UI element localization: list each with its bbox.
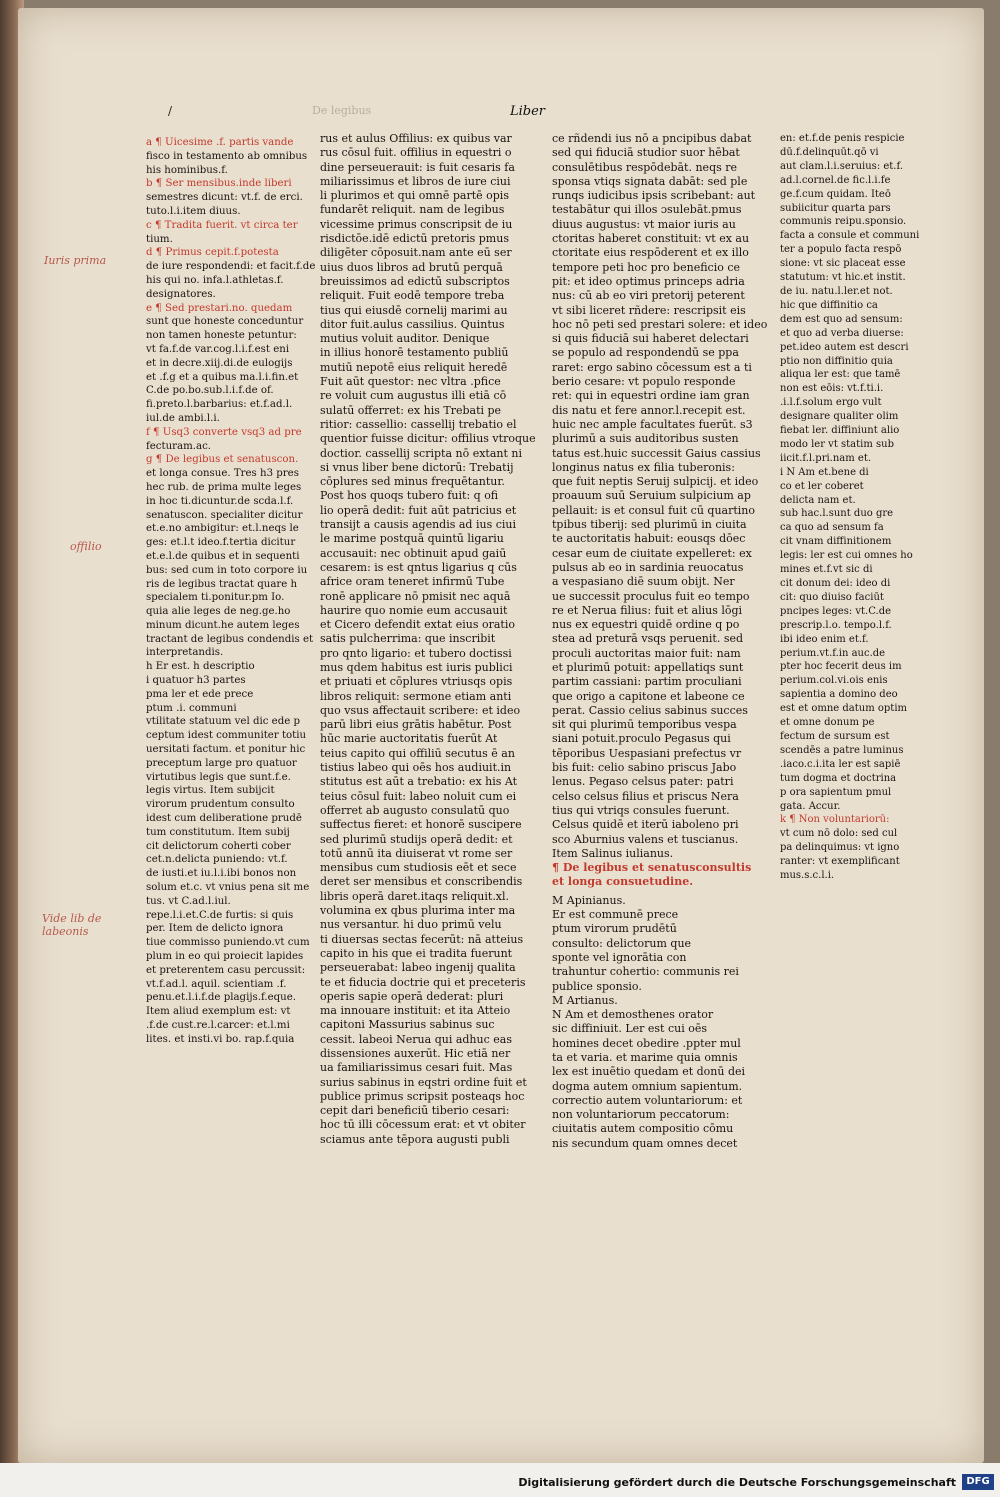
- folio-mark: /: [168, 104, 173, 118]
- text-line: nis secundum quam omnes decet: [552, 1136, 738, 1150]
- text-line: aut clam.l.i.seruius: et.f.: [780, 160, 904, 172]
- text-line: specialem ti.ponitur.pm Io.: [146, 592, 285, 604]
- text-line: designatores.: [146, 288, 216, 300]
- text-line: dine perseuerauit: is fuit cesaris fa: [320, 160, 515, 174]
- text-line: ti diuersas sectas fecerūt: nā atteius: [320, 932, 524, 946]
- text-line: designare qualiter olim: [780, 411, 899, 423]
- text-line: vt cum nō dolo: sed cul: [780, 828, 898, 840]
- text-line: que origo a capitone et labeone ce: [552, 689, 745, 703]
- text-line: i N Am et.bene di: [780, 466, 869, 478]
- text-line: pulsus ab eo in sardinia reuocatus: [552, 560, 744, 574]
- text-line: et quo ad verba diuerse:: [780, 327, 904, 339]
- text-line: mus.s.c.l.i.: [780, 870, 835, 882]
- text-line: ret: qui in equestri ordine iam gran: [552, 389, 750, 403]
- text-line: sione: vt sic placeat esse: [780, 258, 906, 270]
- text-line: sed qui fiduciā studior suor hēbat: [552, 146, 740, 160]
- text-line: operis sapie operā dederat: pluri: [320, 989, 504, 1003]
- faint-title: De legibus: [312, 104, 372, 117]
- text-line: diuus augustus: vt maior iuris au: [552, 217, 736, 231]
- text-line: perseuerabat: labeo ingenij qualita: [320, 961, 516, 975]
- text-line: in illius honorē testamento publiū: [320, 346, 509, 360]
- text-line: cepit dari beneficiū tiberio cesari:: [320, 1104, 510, 1118]
- text-line: non tamen honeste petuntur:: [146, 330, 297, 342]
- text-line: prescrip.l.o. tempo.l.f.: [780, 619, 892, 631]
- text-line: cit: quo diuiso faciūt: [780, 591, 884, 603]
- text-line: co et ler coberet: [780, 480, 864, 492]
- text-line: deret ser mensibus et conscribendis: [320, 875, 523, 889]
- text-line: lenus. Pegaso celsus pater: patri: [552, 775, 734, 789]
- text-line: et longa consue. Tres h3 pres: [146, 468, 299, 480]
- text-line: mus qdem habitus est iuris publici: [320, 660, 513, 674]
- text-line: sponte vel ignorātia con: [552, 950, 687, 964]
- text-line: preceptum large pro quatuor: [146, 757, 297, 769]
- text-line: tuto.l.i.item diuus.: [146, 205, 241, 217]
- text-line: stitutus est aūt a trebatio: ex his At: [320, 775, 518, 789]
- text-line: a ¶ Uicesime .f. partis vande: [146, 137, 294, 148]
- rubric-heading: ¶ De legibus et senatusconsultis: [552, 861, 752, 875]
- text-line: tum constitutum. Item subij: [146, 826, 290, 838]
- text-line: ptum virorum prudētū: [552, 922, 677, 936]
- text-line: pa delinquimus: vt igno: [780, 842, 900, 854]
- text-line: .i.l.f.solum ergo vult: [780, 397, 882, 409]
- text-line: huic nec ample facultates fuerūt. s3: [552, 417, 753, 431]
- text-line: scendēs a patre luminus: [780, 744, 904, 756]
- text-line: Post hos quoqs tubero fuit: q ofi: [320, 489, 499, 503]
- text-line: uius duos libros ad brutū perquā: [320, 260, 503, 274]
- text-line: nus: cū ab eo viri pretorij peterent: [552, 289, 745, 303]
- text-line: tatus est.huic successit Gaius cassius: [552, 446, 761, 460]
- text-line: ta et varia. et marime quia omnis: [552, 1051, 738, 1064]
- text-line: .f.de cust.re.l.carcer: et.l.mi: [146, 1020, 290, 1031]
- text-line: hūc marie auctoritatis fuerūt At: [320, 732, 498, 746]
- text-line: diligēter cōposuit.nam ante eū ser: [320, 246, 512, 260]
- text-line: et Cicero defendit extat eius oratio: [320, 618, 515, 632]
- text-line: risdictōe.idē edictū pretoris pmus: [320, 232, 509, 246]
- text-line: se populo ad respondendū se ppa: [552, 346, 739, 360]
- text-line: pro qnto ligario: et tubero doctissi: [320, 646, 512, 660]
- text-line: pellauit: is et consul fuit cū quartino: [552, 503, 755, 517]
- text-line: solum et.c. vt vnius pena sit me: [146, 882, 310, 894]
- text-line: vt fa.f.de var.cog.l.i.f.est eni: [146, 343, 290, 355]
- text-line: sciamus ante tēpora augusti publi: [320, 1132, 510, 1146]
- text-line: vt.f.ad.l. aquil. scientiam .f.: [146, 978, 287, 990]
- text-line: si vnus liber bene dictorū: Trebatij: [320, 460, 514, 474]
- text-line: vt sibi liceret rñdere: rescripsit eis: [552, 303, 746, 317]
- text-line: b ¶ Ser mensibus.inde liberi: [146, 178, 292, 190]
- text-line: senatuscon. specialiter dicitur: [146, 509, 303, 521]
- text-line: sulatū offerret: ex his Trebati pe: [320, 403, 502, 417]
- text-line: tius qui vtriqs consules fuerunt.: [552, 803, 730, 817]
- text-line: dis natu et fere annor.l.recepit est.: [552, 403, 746, 417]
- text-line: M Apinianus.: [552, 893, 626, 907]
- text-line: tractant de legibus condendis et: [146, 633, 314, 645]
- text-line: f ¶ Usq3 converte vsq3 ad pre: [146, 426, 302, 438]
- text-line: tēporibus Uespasiani prefectus vr: [552, 746, 742, 760]
- text-line: doctior. cassellij scripta nō extant ni: [320, 446, 523, 460]
- text-line: te et fiducia doctrie qui et preceteris: [320, 975, 526, 989]
- text-line: le marime postquā quintū ligariu: [320, 532, 504, 546]
- text-line: si quis fiduciā sui haberet delectari: [552, 332, 749, 346]
- text-line: ranter: vt exemplificant: [780, 856, 900, 868]
- text-line: pma ler et ede prece: [146, 688, 254, 700]
- dfg-logo: DFG: [962, 1474, 994, 1490]
- main-column-2-tail: [552, 894, 778, 1151]
- text-line: dogma autem omnium sapientum.: [552, 1079, 743, 1093]
- text-line: k ¶ Non voluntariorū:: [780, 814, 890, 826]
- text-line: fundarēt reliquit. nam de legibus: [320, 203, 505, 217]
- text-line: hic que diffinitio ca: [780, 299, 878, 311]
- text-line: quia alie leges de neg.ge.ho: [146, 606, 291, 618]
- text-line: haurire quo nomie eum accusauit: [320, 603, 508, 617]
- text-line: sapientia a domino deo: [780, 689, 898, 701]
- text-line: plum in eo qui proiecit lapides: [146, 951, 304, 963]
- text-line: proculi auctoritas maior fuit: nam: [552, 646, 741, 660]
- text-line: pet.ideo autem est descri: [780, 341, 909, 353]
- text-line: legis: ler est cui omnes ho: [780, 550, 913, 562]
- text-line: consulto: delictorum que: [552, 936, 692, 950]
- text-line: testabātur qui illos ɔsulebāt.pmus: [552, 203, 742, 217]
- text-line: ciuitatis autem compositio cōmu: [552, 1122, 734, 1136]
- text-line: que fuit neptis Seruij sulpicij. et ideo: [552, 475, 759, 489]
- text-line: africe oram teneret infirmū Tube: [320, 575, 505, 589]
- text-line: iul.de ambi.l.i.: [146, 412, 220, 424]
- text-line: iicit.f.l.pri.nam et.: [780, 452, 872, 464]
- text-line: subiicitur quarta pars: [780, 202, 891, 214]
- text-line: berio cesare: vt populo responde: [552, 375, 736, 389]
- text-line: M Artianus.: [552, 993, 618, 1007]
- text-line: trahuntur cohertio: communis rei: [552, 965, 739, 979]
- text-line: de iure respondendi: et facit.f.de: [146, 261, 316, 273]
- text-line: tius qui eiusdē cornelij marimi au: [320, 303, 508, 317]
- text-line: de iusti.et iu.l.i.ibi bonos non: [146, 868, 297, 880]
- text-line: legis virtus. Item subijcit: [146, 785, 275, 797]
- text-line: miliarissimus et libros de iure ciui: [320, 174, 511, 188]
- text-line: mensibus cum studiosis eēt et sece: [320, 861, 517, 875]
- text-line: stea ad preturā vsqs peruenit. sed: [552, 632, 744, 646]
- text-line: capito in his que ei tradita fuerunt: [320, 946, 513, 960]
- text-line: penu.et.l.i.f.de plagijs.f.eque.: [146, 992, 296, 1004]
- text-line: ca quo ad sensum fa: [780, 522, 884, 534]
- margin-note: Iuris prima: [44, 254, 107, 267]
- text-line: li plurimos et qui omnē partē opis: [320, 189, 509, 203]
- text-line: ptio non diffinitio quia: [780, 355, 893, 367]
- text-line: sit qui plurimū temporibus vespa: [552, 718, 737, 732]
- text-line: virorum prudentum consulto: [146, 799, 295, 811]
- text-line: tium.: [146, 233, 173, 245]
- text-line: hoc nō peti sed prestari solere: et ideo: [552, 317, 768, 331]
- text-line: re et Nerua filius: fuit et alius lōgi: [552, 603, 743, 617]
- text-line: quentior fuisse dicitur: offilius vtroque: [320, 432, 536, 446]
- text-line: p ora sapientum pmul: [780, 786, 892, 798]
- text-line: perat. Cassio celius sabinus succes: [552, 703, 748, 717]
- text-line: communis reipu.sponsio.: [780, 216, 907, 228]
- text-line: gata. Accur.: [780, 800, 841, 812]
- text-line: te auctoritatis habuit: eousqs dōec: [552, 532, 746, 546]
- text-line: accusauit: nec obtinuit apud gaiū: [320, 546, 507, 560]
- text-line: c ¶ Tradita fuerit. vt circa ter: [146, 219, 298, 231]
- text-line: offerret ab augusto consulatū quo: [320, 803, 510, 817]
- text-line: libros reliquit: sermone etiam anti: [320, 689, 512, 703]
- text-line: ris de legibus tractat quare h: [146, 578, 298, 590]
- margin-note: Vide lib de labeonis: [42, 912, 102, 938]
- text-line: correctio autem voluntariorum: et: [552, 1093, 743, 1107]
- rubric-heading: et longa consuetudine.: [552, 875, 694, 889]
- text-line: dū.f.delinquūt.qō vi: [780, 146, 879, 158]
- text-line: dissensiones auxerūt. Hic etiā ner: [320, 1047, 511, 1060]
- text-line: a vespasiano diē suum obijt. Ner: [552, 575, 735, 589]
- text-line: en: et.f.de penis respicie: [780, 133, 905, 144]
- text-line: reliquit. Fuit eodē tempore treba: [320, 289, 505, 303]
- text-line: vicessime primus conscripsit de iu: [320, 217, 513, 231]
- text-line: .iaco.c.i.ita ler est sapiē: [780, 758, 901, 770]
- text-line: perium.vt.f.in auc.de: [780, 647, 886, 659]
- text-line: ge.f.cum quidam. Iteō: [780, 188, 891, 200]
- text-line: ad.l.cornel.de fic.l.i.fe: [780, 174, 891, 186]
- text-line: mutius voluit auditor. Denique: [320, 332, 490, 346]
- text-line: sub hac.l.sunt duo gre: [780, 508, 894, 520]
- text-line: et preterentem casu percussit:: [146, 964, 306, 976]
- text-line: cit donum dei: ideo di: [780, 578, 891, 589]
- text-line: idest cum deliberatione prudē: [146, 813, 302, 825]
- text-line: et.e.l.de quibus et in sequenti: [146, 550, 300, 562]
- text-line: mutiū nepotē eius reliquit heredē: [320, 360, 508, 374]
- text-line: per. Item de delicto ignora: [146, 923, 284, 935]
- text-line: h Er est. h descriptio: [146, 661, 255, 673]
- text-line: et plurimū potuit: appellatiqs sunt: [552, 660, 744, 674]
- text-line: g ¶ De legibus et senatuscon.: [146, 454, 299, 466]
- text-line: homines decet obedire .ppter mul: [552, 1036, 741, 1050]
- text-line: nus ex equestri quidē ordine q po: [552, 618, 740, 632]
- text-line: aliqua ler est: que tamē: [780, 369, 901, 381]
- text-line: N Am et demosthenes orator: [552, 1008, 714, 1022]
- text-line: hec rub. de prima multe leges: [146, 481, 302, 493]
- text-line: quo vsus affectauit scribere: et ideo: [320, 703, 521, 717]
- text-line: in hoc ti.dicuntur.de scda.l.f.: [146, 495, 294, 507]
- gloss-column-right: [780, 132, 970, 883]
- text-line: his qui no. infa.l.athletas.f.: [146, 274, 284, 286]
- margin-note: offilio: [70, 540, 102, 553]
- text-line: semestres dicunt: vt.f. de erci.: [146, 192, 303, 204]
- text-line: pter hoc fecerit deus im: [780, 661, 902, 673]
- text-line: ua familiarissimus cesari fuit. Mas: [320, 1061, 513, 1075]
- text-line: fectum de sursum est: [780, 730, 890, 742]
- text-line: ibi ideo enim et.f.: [780, 633, 869, 645]
- text-line: cesar eum de ciuitate expelleret: ex: [552, 546, 752, 560]
- text-line: longinus natus ex filia tuberonis:: [552, 460, 735, 474]
- text-line: interpretandis.: [146, 647, 224, 659]
- text-line: sco Aburnius valens et tuscianus.: [552, 832, 739, 846]
- text-line: lio operā dedit: fuit aūt patricius et: [320, 503, 517, 517]
- text-line: lex est inuētio quedam et donū dei: [552, 1065, 746, 1079]
- text-line: teius capito qui offiliū secutus ē an: [320, 746, 515, 760]
- text-line: mines et.f.vt sic di: [780, 564, 873, 576]
- text-line: i quatuor h3 partes: [146, 675, 246, 687]
- gloss-column-left: [146, 136, 316, 1047]
- text-line: consulētibus respōdebāt. neqs re: [552, 160, 738, 174]
- text-line: surius sabinus in eqstri ordine fuit et: [320, 1075, 527, 1089]
- text-line: transijt a causis agendis ad ius ciui: [320, 518, 516, 532]
- text-line: uersitati factum. et ponitur hic: [146, 744, 306, 756]
- text-line: virtutibus legis que sunt.f.e.: [146, 771, 291, 783]
- text-line: tus. vt C.ad.l.iul.: [146, 895, 231, 907]
- text-line: bus: sed cum in toto corpore iu: [146, 564, 308, 576]
- main-column-1: [320, 132, 542, 1147]
- text-line: modo ler vt statim sub: [780, 438, 894, 450]
- text-line: cit delictorum coherti cober: [146, 840, 291, 852]
- text-line: lites. et insti.vi bo. rap.f.quia: [146, 1033, 295, 1045]
- text-line: libris operā daret.itaqs reliquit.xl.: [320, 889, 510, 903]
- text-line: proauum suū Seruium sulpicium ap: [552, 489, 751, 503]
- text-line: delicta nam et.: [780, 494, 856, 506]
- text-line: C.de po.bo.sub.l.i.f.de of.: [146, 385, 274, 397]
- text-line: volumina ex qbus plurima inter ma: [320, 904, 516, 918]
- text-line: cet.n.delicta puniendo: vt.f.: [146, 854, 288, 866]
- text-line: ce rñdendi ius nō a pncipibus dabat: [552, 132, 752, 145]
- text-line: repe.l.i.et.C.de furtis: si quis: [146, 909, 294, 921]
- text-line: siani potuit.proculo Pegasus qui: [552, 732, 731, 746]
- text-line: ronē applicare nō pmisit nec aquā: [320, 589, 511, 603]
- text-line: fecturam.ac.: [146, 440, 212, 452]
- text-line: non voluntariorum peccatorum:: [552, 1108, 730, 1122]
- text-line: totū annū ita diuiserat vt rome ser: [320, 846, 513, 860]
- text-line: e ¶ Sed prestari.no. quedam: [146, 302, 293, 314]
- text-line: pit: et ideo optimus princeps adria: [552, 274, 745, 288]
- text-line: ma innouare instituit: et ita Atteio: [320, 1004, 511, 1018]
- text-line: nus versantur. hi duo primū velu: [320, 918, 502, 932]
- text-line: celso celsus filius et priscus Nera: [552, 789, 739, 803]
- text-line: Er est communē prece: [552, 908, 679, 922]
- text-line: d ¶ Primus cepit.f.potesta: [146, 247, 279, 259]
- text-line: fi.preto.l.barbarius: et.f.ad.l.: [146, 399, 293, 411]
- text-line: et.e.no ambigitur: et.l.neqs le: [146, 523, 299, 535]
- text-line: facta a consule et communi: [780, 230, 920, 242]
- text-line: sed plurimū studijs operā dedit: et: [320, 832, 513, 846]
- text-line: tistius labeo qui oēs hos audiuit.in: [320, 761, 512, 775]
- text-line: et omne donum pe: [780, 717, 875, 729]
- text-line: his hominibus.f.: [146, 164, 228, 176]
- text-line: ditor fuit.aulus cassilius. Quintus: [320, 317, 505, 331]
- text-line: sponsa vtiqs signata dabāt: sed ple: [552, 174, 748, 188]
- text-line: publice primus scripsit posteaqs hoc: [320, 1089, 525, 1103]
- text-line: pncipes leges: vt.C.de: [780, 605, 892, 617]
- text-line: ctoritate eius respōderent et ex illo: [552, 246, 749, 260]
- text-line: ptum .i. communi: [146, 702, 237, 714]
- text-line: ges: et.l.t ideo.f.tertia dicitur: [146, 537, 296, 549]
- text-line: parū libri eius grātis habētur. Post: [320, 718, 512, 732]
- text-line: fiebat ler. diffiniunt alio: [780, 425, 900, 437]
- text-line: ceptum idest communiter totiu: [146, 730, 307, 742]
- main-column-2-body: [552, 132, 778, 861]
- text-line: raret: ergo sabino cōcessum est a ti: [552, 360, 752, 374]
- text-line: Celsus quidē et iterū iaboleno pri: [552, 818, 739, 832]
- text-line: sic diffiniuit. Ler est cui oēs: [552, 1022, 708, 1036]
- text-line: suffectus fieret: et honorē suscipere: [320, 818, 522, 832]
- text-line: publice sponsio.: [552, 979, 642, 993]
- text-line: fisco in testamento ab omnibus: [146, 150, 308, 162]
- text-line: tpibus tiberij: sed plurimū in ciuita: [552, 518, 747, 532]
- text-line: de iu. natu.l.ler.et not.: [780, 285, 893, 297]
- text-line: Fuit aūt questor: nec vltra .pfice: [320, 375, 501, 389]
- text-line: cessit. labeoi Nerua qui adhuc eas: [320, 1032, 512, 1046]
- text-line: perium.col.vi.ois enis: [780, 675, 888, 687]
- text-line: non est eōis: vt.f.ti.i.: [780, 383, 884, 395]
- text-line: cit vnam diffinitionem: [780, 536, 892, 548]
- text-line: partim cassiani: partim proculiani: [552, 675, 742, 689]
- text-line: Item Salinus iulianus.: [552, 846, 674, 860]
- text-line: est et omne datum optim: [780, 703, 908, 715]
- text-line: tiue commisso puniendo.vt cum: [146, 937, 310, 949]
- text-line: teius cōsul fuit: labeo noluit cum ei: [320, 789, 517, 803]
- text-line: runqs iudicibus ipsis scribebant: aut: [552, 189, 756, 203]
- text-line: cōplures sed minus frequētantur.: [320, 475, 505, 489]
- text-line: satis pulcherrima: que inscribit: [320, 632, 496, 646]
- text-line: tempore peti hoc pro beneficio ce: [552, 260, 741, 274]
- text-line: plurimū a suis auditoribus susten: [552, 432, 739, 446]
- text-line: bis fuit: celio sabino priscus Jabo: [552, 761, 737, 775]
- text-line: et priuati et cōplures vtriusqs opis: [320, 675, 513, 689]
- text-line: capitoni Massurius sabinus suc: [320, 1018, 495, 1032]
- digitization-credit: Digitalisierung gefördert durch die Deutsche Forschungsgemeinschaft: [518, 1476, 956, 1489]
- running-title: Liber: [510, 104, 546, 119]
- text-line: dem est quo ad sensum:: [780, 313, 903, 325]
- text-line: rus cōsul fuit. offilius in equestri o: [320, 146, 512, 160]
- text-line: breuissimos ad edictū subscriptos: [320, 274, 510, 288]
- text-line: cesarem: is est qntus ligarius q cūs: [320, 560, 517, 574]
- text-line: re voluit cum augustus illi etiā cō: [320, 389, 507, 403]
- text-line: ue successit proculus fuit eo tempo: [552, 589, 750, 603]
- text-line: hoc tū illi cōcessum erat: et vt obiter: [320, 1118, 526, 1132]
- text-line: vtilitate statuum vel dic ede p: [146, 716, 301, 728]
- text-line: ctoritas haberet constituit: vt ex au: [552, 232, 750, 246]
- main-column-2: [552, 132, 778, 1151]
- text-line: minum dicunt.he autem leges: [146, 619, 300, 631]
- text-line: sunt que honeste conceduntur: [146, 316, 304, 328]
- text-line: rus et aulus Offilius: ex quibus var: [320, 132, 512, 145]
- text-line: Item aliud exemplum est: vt: [146, 1006, 291, 1018]
- text-line: ter a populo facta respō: [780, 244, 902, 256]
- text-line: ritior: cassellio: cassellij trebatio el: [320, 417, 517, 431]
- text-line: statutum: vt hic.et instit.: [780, 272, 906, 284]
- text-line: tum dogma et doctrina: [780, 772, 897, 784]
- text-line: et in decre.xiij.di.de eulogijs: [146, 357, 293, 369]
- text-line: et .f.g et a quibus ma.l.i.fin.et: [146, 371, 299, 383]
